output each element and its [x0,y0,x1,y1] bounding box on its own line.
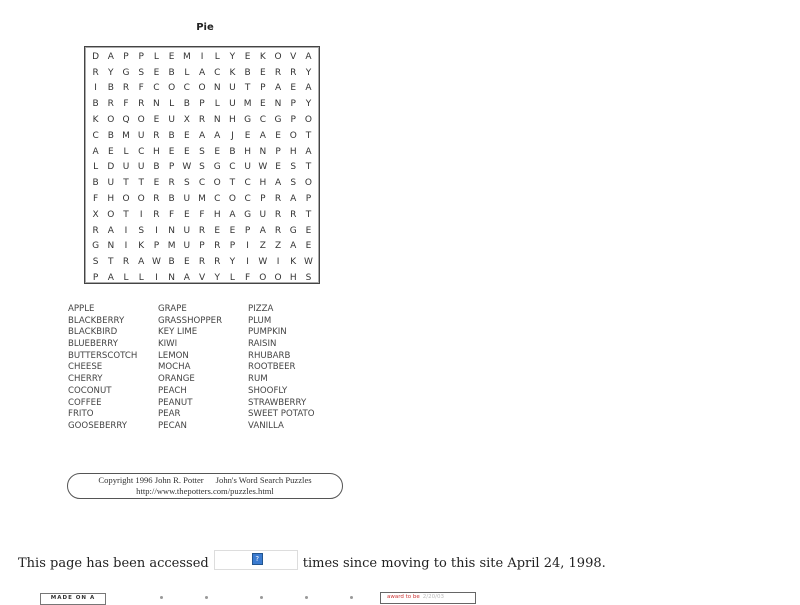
grid-letter: R [122,83,130,94]
word-item: RUM [248,374,268,385]
word-item: SWEET POTATO [248,409,315,420]
site-url[interactable]: http://www.thepotters.com/puzzles.html [136,486,274,496]
grid-letter: E [107,146,114,157]
grid-letter: G [289,225,297,236]
award-text: award to be [387,594,420,600]
grid-letter: O [168,83,176,94]
grid-letter: M [167,241,176,252]
grid-letter: K [92,115,99,126]
copyright-text: Copyright 1996 John R. Potter [98,475,204,485]
grid-letter: W [182,162,192,173]
grid-letter: W [303,257,313,268]
grid-letter: A [229,209,236,220]
grid-letter: I [276,257,280,268]
grid-letter: E [153,178,160,189]
grid-letter: P [199,241,205,252]
word-item: ORANGE [158,374,195,385]
grid-letter: R [274,67,282,78]
grid-row [88,270,316,286]
grid-letter: L [138,273,144,284]
grid-letter: A [290,241,297,252]
grid-letter: U [137,130,145,141]
grid-letter: N [168,225,175,236]
grid-letter: A [290,194,297,205]
grid-letter: B [168,194,175,205]
grid-letter: G [274,115,282,126]
grid-letter: R [214,241,221,252]
grid-letter: E [305,241,312,252]
grid-letter: E [229,225,236,236]
grid-letter: W [151,257,161,268]
grid-letter: R [92,67,99,78]
grid-letter: I [124,241,128,252]
grid-letter: G [244,209,252,220]
grid-letter: F [138,83,144,94]
word-item: COCONUT [68,385,112,396]
grid-letter: O [274,51,282,62]
grid-letter: P [153,241,160,252]
grid-letter: A [107,273,114,284]
grid-row [88,81,316,97]
grid-letter: L [169,99,175,110]
grid-letter: Q [122,115,130,126]
grid-letter: Y [305,67,312,78]
grid-letter: O [122,194,130,205]
grid-letter: E [214,146,221,157]
copyright-box [67,473,343,499]
grid-letter: R [198,115,206,126]
word-item: LEMON [158,350,189,361]
grid-letter: I [94,83,97,94]
grid-letter: P [275,146,281,157]
grid-letter: R [274,209,282,220]
grid-letter: R [214,257,221,268]
word-item: BLACKBERRY [68,315,125,326]
grid-letter: H [244,146,252,157]
grid-letter: G [122,67,130,78]
grid-row [88,112,316,128]
grid-letter: T [305,209,312,220]
made-on-badge[interactable]: MADE ON A [40,593,106,605]
grid-letter: I [246,257,249,268]
grid-letter: E [183,209,190,220]
grid-letter: J [231,130,234,141]
word-item: SHOOFLY [248,385,288,396]
grid-row [88,96,316,112]
separator-dot [305,596,308,599]
grid-letter: S [199,162,205,173]
grid-letter: B [107,130,114,141]
grid-letter: E [183,130,190,141]
grid-letter: P [229,241,236,252]
word-item: CHERRY [68,374,103,385]
grid-letter: N [213,83,221,94]
grid-letter: W [258,162,268,173]
grid-letter: T [305,130,312,141]
grid-letter: S [138,225,145,236]
grid-letter: U [107,178,115,189]
grid-letter: A [305,146,312,157]
grid-letter: E [168,51,175,62]
grid-letter: H [289,146,297,157]
grid-letter: O [107,115,115,126]
grid-letter: E [244,130,251,141]
word-item: STRAWBERRY [248,397,307,408]
grid-letter: B [107,83,114,94]
grid-letter: A [138,257,145,268]
grid-letter: Y [305,99,312,110]
word-item: GOOSEBERRY [68,420,128,431]
grid-letter: B [183,99,190,110]
grid-letter: A [259,130,266,141]
grid-letter: U [183,241,191,252]
grid-letter: S [290,162,297,173]
grid-letter: E [290,83,297,94]
word-item: FRITO [68,409,94,420]
grid-row [88,223,316,239]
grid-letter: R [153,194,160,205]
word-item: BLUEBERRY [68,339,118,350]
grid-letter: B [168,130,175,141]
word-column [158,304,248,433]
grid-letter: U [244,162,251,173]
grid-letter: O [274,273,282,284]
grid-letter: K [138,241,145,252]
grid-letter: R [138,99,145,110]
grid-letter: T [305,162,312,173]
grid-letter: C [153,83,160,94]
grid-letter: T [229,178,236,189]
grid-letter: L [153,51,159,62]
grid-letter: P [138,51,144,62]
grid-letter: I [155,273,158,284]
grid-letter: L [184,67,190,78]
word-item: VANILLA [248,420,284,431]
word-item: GRASSHOPPER [158,315,223,326]
grid-letter: X [183,115,190,126]
grid-row [88,49,316,65]
award-date: 2/20/03 [422,594,444,600]
grid-letter: H [153,146,160,157]
grid-letter: C [229,162,236,173]
grid-letter: R [122,257,130,268]
grid-letter: E [183,146,190,157]
word-search-grid [84,46,320,284]
grid-letter: H [229,115,236,126]
grid-letter: P [290,99,296,110]
grid-letter: E [259,99,266,110]
grid-letter: U [229,83,236,94]
grid-letter: T [108,257,114,268]
grid-letter: L [214,51,220,62]
word-item: MOCHA [158,362,191,373]
grid-letter: Y [229,51,236,62]
grid-letter: A [107,51,114,62]
grid-letter: A [183,273,190,284]
access-counter-line [18,553,606,573]
grid-letter: O [198,83,206,94]
grid-letter: U [259,209,267,220]
grid-letter: N [153,99,160,110]
grid-letter: C [183,83,190,94]
grid-letter: B [244,67,251,78]
grid-letter: A [92,146,99,157]
grid-letter: W [258,257,268,268]
grid-letter: P [92,273,99,284]
grid-letter: H [259,178,267,189]
grid-letter: L [123,146,129,157]
grid-letter: M [122,130,130,141]
grid-letter: A [198,130,206,141]
grid-row [88,144,316,160]
grid-letter: N [107,241,115,252]
grid-letter: E [305,225,312,236]
grid-letter: T [123,178,129,189]
grid-letter: C [244,178,251,189]
grid-row [88,65,316,81]
word-item: BLACKBIRD [68,327,118,338]
grid-letter: U [122,162,130,173]
grid-letter: N [213,115,221,126]
grid-letter: N [259,146,267,157]
grid-letter: R [290,209,297,220]
grid-letter: T [244,83,251,94]
separator-dot [350,596,353,599]
grid-letter: F [169,209,175,220]
grid-letter: F [123,99,129,110]
grid-letter: S [305,273,312,284]
grid-letter: A [274,178,282,189]
grid-letter: Y [214,273,220,284]
grid-letter: L [229,273,235,284]
word-item: PLUM [248,315,272,326]
grid-letter: P [244,225,251,236]
grid-letter: M [198,194,206,205]
grid-letter: R [92,225,99,236]
grid-letter: A [259,225,266,236]
grid-letter: P [168,162,175,173]
word-list [68,304,348,433]
grid-letter: C [214,67,221,78]
grid-letter: H [289,273,297,284]
grid-letter: L [214,99,220,110]
grid-letter: N [168,273,175,284]
grid-letter: R [290,67,297,78]
word-item: RHUBARB [248,350,291,361]
word-item: RAISIN [248,339,277,350]
grid-letter: G [244,115,252,126]
word-item: CHEESE [68,362,103,373]
grid-letter: I [246,241,249,252]
grid-letter: S [92,257,99,268]
grid-letter: I [139,209,143,220]
grid-letter: O [213,178,221,189]
word-item: PIZZA [248,304,274,314]
grid-letter: B [168,67,175,78]
grid-letter: S [290,178,297,189]
grid-row [88,160,316,176]
grid-letter: U [183,225,191,236]
grid-letter: F [93,194,99,205]
grid-letter: K [259,51,266,62]
puzzle-title: Pie [196,22,214,33]
separator-dot [260,596,263,599]
grid-letter: E [244,51,251,62]
grid-letter: U [183,194,191,205]
grid-letter: H [107,194,115,205]
grid-letter: Y [108,67,114,78]
grid-letter: C [92,130,99,141]
word-item: PEANUT [158,397,193,408]
grid-letter: R [107,99,114,110]
grid-letter: E [183,257,190,268]
grid-letter: P [305,194,312,205]
grid-letter: B [92,178,99,189]
grid-letter: D [107,162,115,173]
grid-letter: Z [259,241,266,252]
grid-letter: O [137,115,145,126]
grid-letter: L [93,162,99,173]
word-item: KIWI [158,339,178,350]
grid-row [88,191,316,207]
counter-prefix: This page has been accessed [18,555,209,571]
grid-row [88,254,316,270]
grid-letter: S [199,146,205,157]
award-badge[interactable] [380,592,476,604]
grid-letter: X [92,209,99,220]
grid-letter: T [123,209,129,220]
grid-letter: A [107,225,114,236]
word-item: APPLE [68,304,95,314]
grid-letter: B [153,162,160,173]
grid-letter: G [213,162,221,173]
grid-letter: O [107,209,115,220]
grid-letter: U [229,99,236,110]
grid-letter: E [259,67,266,78]
grid-letter: A [198,67,206,78]
grid-letter: C [244,194,251,205]
grid-letter: M [182,51,191,62]
grid-letter: F [245,273,251,284]
grid-letter: P [290,115,296,126]
word-item: COFFEE [68,397,102,408]
grid-letter: O [137,194,145,205]
grid-letter: O [304,178,312,189]
word-item: GRAPE [158,304,187,314]
broken-image-icon: ? [252,553,263,565]
grid-letter: R [153,209,160,220]
grid-letter: E [168,146,175,157]
grid-row [88,207,316,223]
grid-letter: V [198,273,206,284]
grid-letter: O [304,115,312,126]
separator-dot [205,596,208,599]
grid-letter: E [275,130,281,141]
grid-letter: P [199,99,205,110]
grid-letter: P [260,194,266,205]
grid-letter: F [199,209,205,220]
word-item: PEACH [158,385,187,396]
grid-letter: O [289,130,297,141]
grid-row [88,128,316,144]
grid-letter: P [260,83,266,94]
grid-letter: P [123,51,129,62]
grid-letter: R [168,178,175,189]
grid-letter: D [92,51,100,62]
word-column [248,304,348,433]
grid-letter: E [214,225,221,236]
grid-letter: B [168,257,175,268]
grid-letter: K [229,67,236,78]
grid-letter: O [228,194,236,205]
grid-letter: A [305,51,312,62]
grid-letter: R [274,225,282,236]
grid-letter: U [137,162,145,173]
grid-letter: I [124,225,128,236]
grid-letter: I [155,225,158,236]
grid-letter: A [305,83,312,94]
grid-letter: B [92,99,99,110]
grid-letter: M [243,99,252,110]
grid-letter: U [168,115,175,126]
hit-counter-image [214,550,298,570]
word-item: BUTTERSCOTCH [68,350,138,361]
grid-letter: V [290,51,297,62]
grid-letter: N [274,99,282,110]
word-column [68,304,158,433]
grid-letter: A [274,83,282,94]
grid-letter: C [138,146,145,157]
grid-letter: T [138,178,144,189]
grid-letter: R [153,130,160,141]
word-item: PECAN [158,420,187,431]
grid-letter: K [290,257,297,268]
grid-letter: E [153,67,160,78]
grid-letter: S [183,178,190,189]
grid-letter: B [229,146,236,157]
grid-letter: S [138,67,145,78]
grid-letter: Z [274,241,282,252]
grid-letter: C [214,194,221,205]
word-item: KEY LIME [158,327,198,338]
site-name: John's Word Search Puzzles [215,475,312,485]
grid-letter: H [213,209,221,220]
counter-suffix: times since moving to this site April 24, 1998. [302,555,606,571]
grid-letter: R [198,257,206,268]
separator-dot [160,596,163,599]
grid-letter: A [214,130,221,141]
word-item: ROOTBEER [248,362,296,373]
grid-letter: O [259,273,267,284]
grid-letter: I [200,51,204,62]
grid-letter: G [92,241,100,252]
grid-letter: R [198,225,206,236]
grid-row [88,239,316,255]
grid-letter: C [259,115,266,126]
grid-letter: R [274,194,282,205]
grid-letter: Y [229,257,236,268]
grid-letter: E [275,162,281,173]
grid-letter: L [123,273,129,284]
grid-letter: C [198,178,206,189]
word-item: PEAR [158,409,181,420]
grid-row [88,175,316,191]
grid-letter: E [153,115,160,126]
word-item: PUMPKIN [248,327,287,338]
